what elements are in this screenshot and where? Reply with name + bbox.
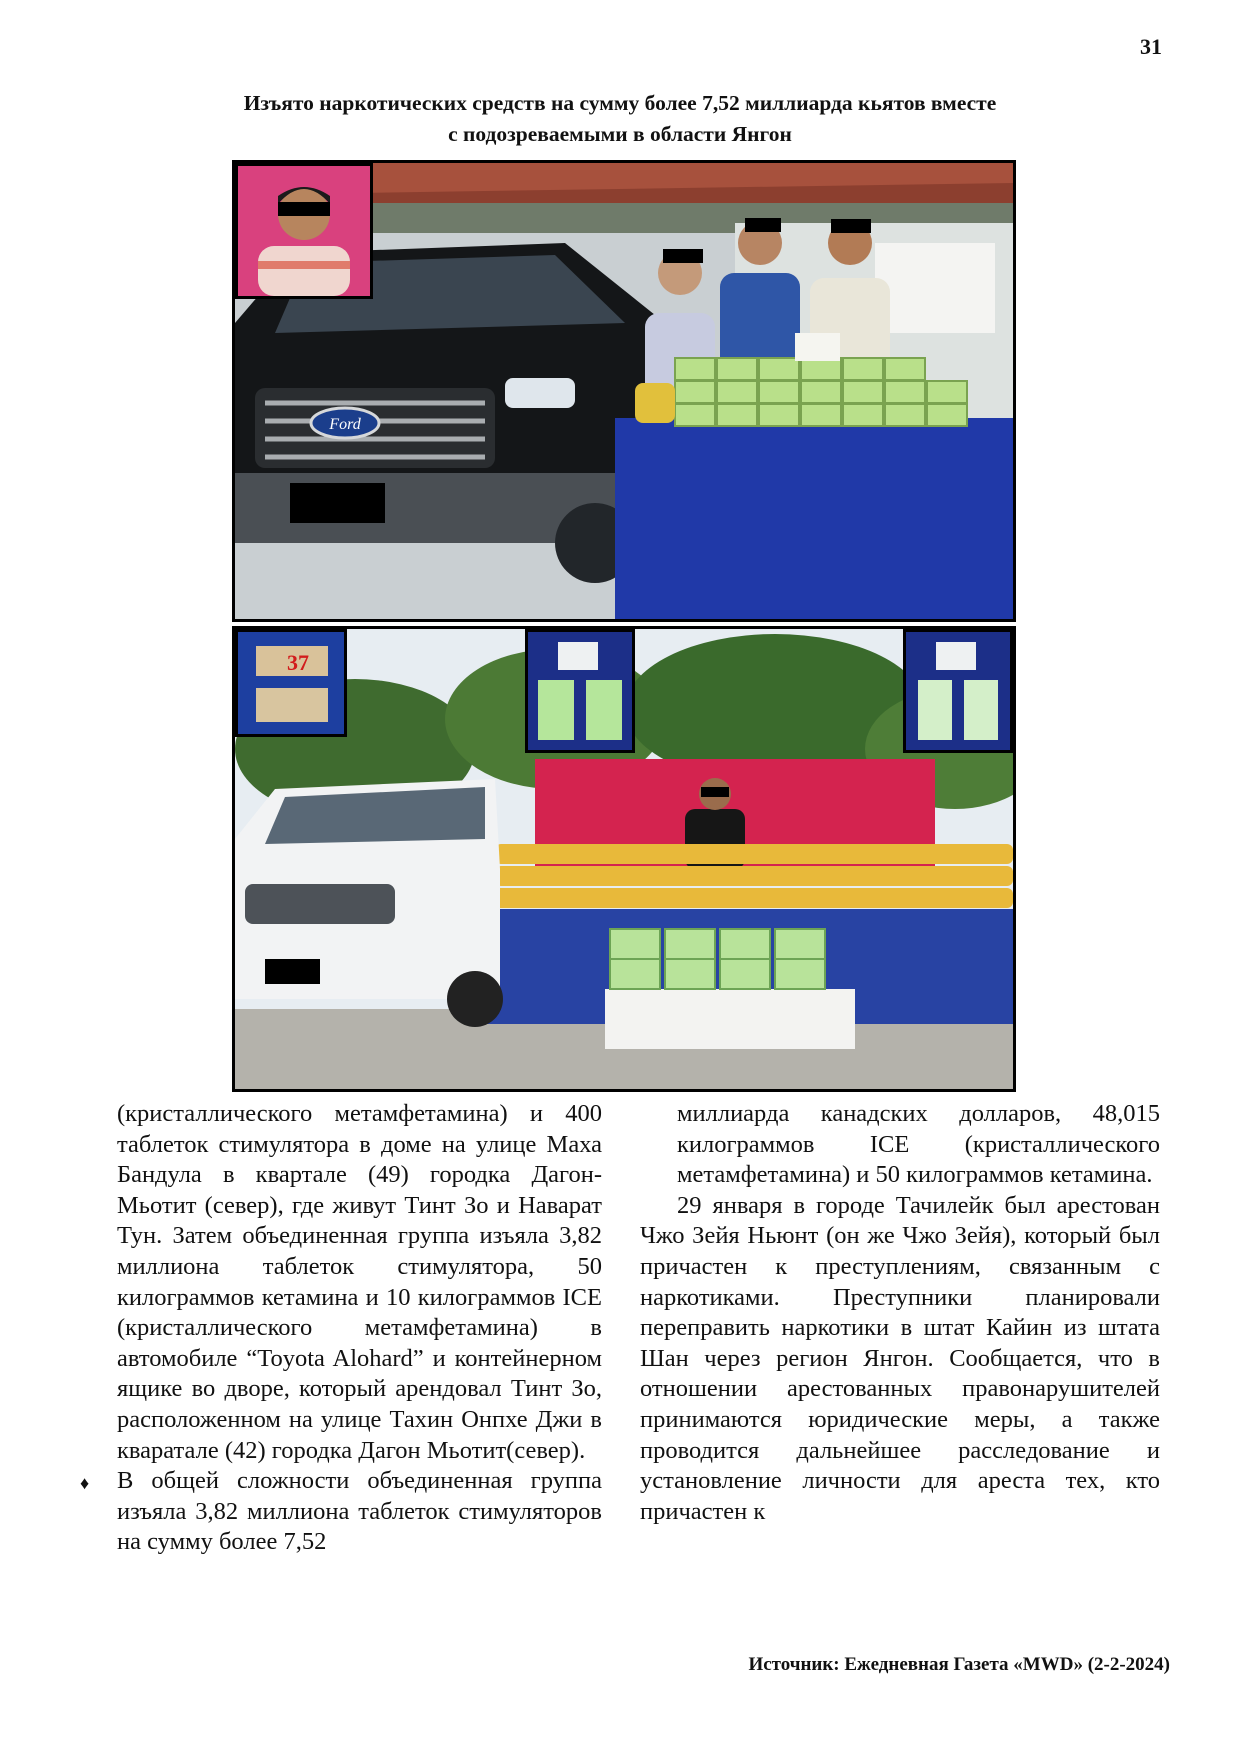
photo-seized-drugs-display [232, 626, 1016, 1092]
left-bullet-paragraph-wrapper [80, 1466, 602, 1558]
left-bullet-paragraph: В общей сложности объединенная группа изъяла 3,82 миллиона таблеток стимуляторов на сумму более 7,52 [117, 1467, 602, 1556]
article-column-left [80, 1099, 602, 1558]
headline-line-1: Изъято наркотических средств на сумму более 7,52 миллиарда кьятов вместе [243, 91, 997, 115]
van-plate-censor [265, 959, 320, 984]
license-plate-censor [290, 483, 385, 523]
photo-suspects-with-car [232, 160, 1016, 622]
inset-label-number: 37 [287, 650, 309, 675]
article-column-right [640, 1099, 1160, 1527]
article-headline [150, 88, 1090, 150]
suspect-inset-portrait [235, 163, 373, 299]
left-paragraph-continuation: (кристаллического метамфетамина) и 400 таблеток стимулятора в доме на улице Маха Бандула в квартале (49) городка Дагон-Мьотит (север), где живут Тинт Зо и Наварат Тун. Затем объединенная группа изъяла 3,82 миллиона таблеток стимулятора, 50 килограммов кетамина и 10 килограммов ICE (кристаллического метамфетамина) в автомобиле “Toyota Alohard” и контейнерном ящике во дворе, который арендовал Тинт Зо, расположенном на улице Тахин Онпхе Джи в кваратале (42) городка Дагон Мьотит(север). [117, 1100, 602, 1464]
page-number: 31 [1140, 34, 1162, 59]
car-badge-text: Ford [329, 416, 361, 433]
diamond-bullet-icon: ♦ [80, 1473, 90, 1494]
headline-line-2: с подозреваемыми в области Янгон [448, 122, 792, 146]
right-paragraph-continuation: миллиарда канадских долларов, 48,015 килограммов ICE (кристаллического метамфетамина) и 50 килограммов кетамина. [677, 1100, 1160, 1189]
inset-brick-package [235, 629, 347, 737]
inset-green-packages-2 [903, 629, 1013, 753]
source-citation: Источник: Ежедневная Газета «MWD» (2-2-2024) [748, 1654, 1170, 1675]
inset-green-packages-1 [525, 629, 635, 753]
right-paragraph-2: 29 января в городе Тачилейк был арестован Чжо Зейя Ньюнт (он же Чжо Зейя), который был причастен к преступлениям, связанным с наркотиками. Преступники планировали переправить наркотики в штат Кайин из штата Шан через регион Янгон. Сообщается, что в отношении арестованных правонарушителей принимаются юридические меры, а также проводится дальнейшее расследование и установление личности для ареста тех, кто причастен к [640, 1191, 1160, 1525]
